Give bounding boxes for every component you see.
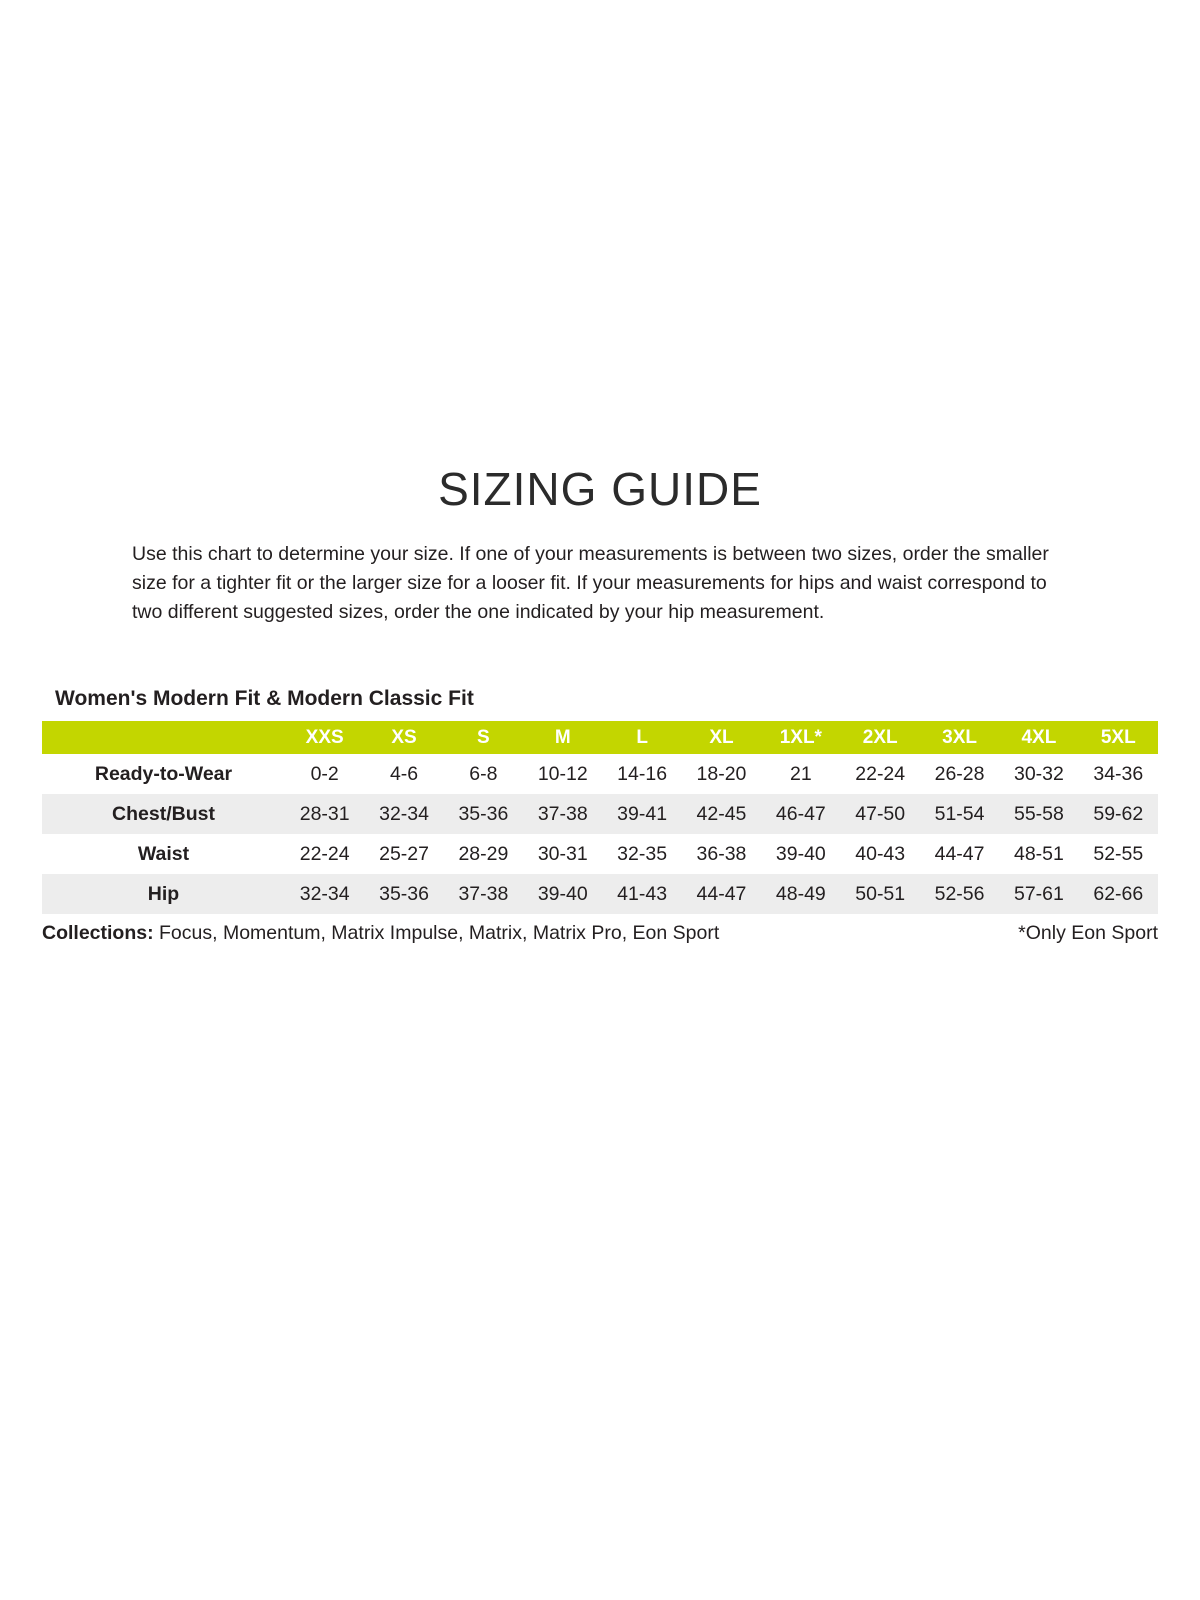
- size-column-header: 2XL: [862, 726, 898, 748]
- size-value-cell: 22-24: [855, 762, 906, 785]
- size-value-cell: 36-38: [696, 842, 747, 865]
- size-value-cell: 42-45: [696, 802, 747, 825]
- size-value-cell: 47-50: [855, 802, 906, 825]
- size-value-cell: 39-40: [537, 882, 588, 905]
- size-value-cell: 28-31: [299, 802, 350, 825]
- table-row: [42, 874, 1158, 914]
- size-value-cell: 30-32: [1013, 762, 1064, 785]
- size-column-header: M: [554, 726, 571, 748]
- size-value-cell: 10-12: [537, 762, 588, 785]
- size-column-header: XXS: [305, 726, 344, 748]
- size-value-cell: 52-55: [1093, 842, 1144, 865]
- size-value-cell: 14-16: [617, 762, 668, 785]
- size-value-cell: 32-34: [379, 802, 429, 825]
- size-column-header: S: [477, 726, 490, 748]
- size-value-cell: 26-28: [934, 762, 985, 785]
- table-row: [42, 754, 1158, 794]
- table-row: [42, 794, 1158, 834]
- intro-paragraph: Use this chart to determine your size. If one of your measurements is between two sizes, order the smaller size for a tighter fit or the larger size for a looser fit. If your measurements for hips and waist correspond to two different suggested sizes, order the one indicated by your hip measurement.: [132, 543, 1049, 623]
- size-value-cell: 25-27: [379, 842, 429, 865]
- size-header-row: [42, 721, 1158, 754]
- size-value-cell: 18-20: [696, 762, 747, 785]
- size-value-cell: 44-47: [934, 842, 985, 865]
- collections-list: Focus, Momentum, Matrix Impulse, Matrix, Matrix Pro, Eon Sport: [153, 922, 720, 944]
- table-row: [42, 834, 1158, 874]
- size-value-cell: 46-47: [775, 802, 826, 825]
- size-value-cell: 35-36: [458, 802, 509, 825]
- size-value-cell: 22-24: [299, 842, 350, 865]
- size-value-cell: 37-38: [537, 802, 588, 825]
- row-label: Hip: [147, 882, 180, 905]
- size-value-cell: 55-58: [1013, 802, 1064, 825]
- size-value-cell: 35-36: [379, 882, 429, 905]
- size-value-cell: 6-8: [469, 762, 498, 785]
- page-title: SIZING GUIDE: [438, 463, 762, 515]
- size-value-cell: 51-54: [934, 802, 985, 825]
- size-value-cell: 37-38: [458, 882, 509, 905]
- sizing-table: [42, 721, 1158, 914]
- size-value-cell: 57-61: [1013, 882, 1064, 905]
- footnote-row: [42, 922, 1158, 945]
- size-value-cell: 39-40: [775, 842, 826, 865]
- size-column-header: XS: [391, 726, 417, 748]
- size-value-cell: 41-43: [617, 882, 668, 905]
- size-value-cell: 0-2: [310, 762, 339, 785]
- collections-note: [42, 922, 719, 945]
- size-value-cell: 44-47: [696, 882, 747, 905]
- size-value-cell: 39-41: [617, 802, 668, 825]
- size-value-cell: 50-51: [855, 882, 906, 905]
- row-label: Waist: [137, 842, 190, 865]
- size-column-header: 4XL: [1021, 726, 1057, 748]
- size-value-cell: 48-49: [775, 882, 826, 905]
- size-value-cell: 40-43: [855, 842, 906, 865]
- size-value-cell: 48-51: [1013, 842, 1064, 865]
- size-value-cell: 52-56: [934, 882, 985, 905]
- collections-label: Collections:: [42, 922, 154, 944]
- size-value-cell: 28-29: [458, 842, 509, 865]
- size-value-cell: 32-34: [299, 882, 350, 905]
- size-value-cell: 32-35: [617, 842, 668, 865]
- size-value-cell: 62-66: [1093, 882, 1144, 905]
- size-value-cell: 21: [789, 762, 812, 785]
- size-column-header: 1XL*: [779, 726, 822, 748]
- size-value-cell: 59-62: [1093, 802, 1144, 825]
- size-column-header: 5XL: [1100, 726, 1136, 748]
- header-corner-cell: [42, 721, 285, 754]
- size-value-cell: 34-36: [1093, 762, 1144, 785]
- row-label: Ready-to-Wear: [94, 762, 233, 785]
- section-heading-womens-modern-fit: Women's Modern Fit & Modern Classic Fit: [55, 687, 474, 710]
- size-column-header: 3XL: [942, 726, 977, 748]
- size-column-header: XL: [709, 726, 734, 748]
- size-value-cell: 30-31: [537, 842, 588, 865]
- size-value-cell: 4-6: [389, 762, 419, 785]
- row-label: Chest/Bust: [112, 802, 215, 825]
- asterisk-note: *Only Eon Sport: [1018, 922, 1158, 944]
- size-column-header: L: [636, 726, 648, 748]
